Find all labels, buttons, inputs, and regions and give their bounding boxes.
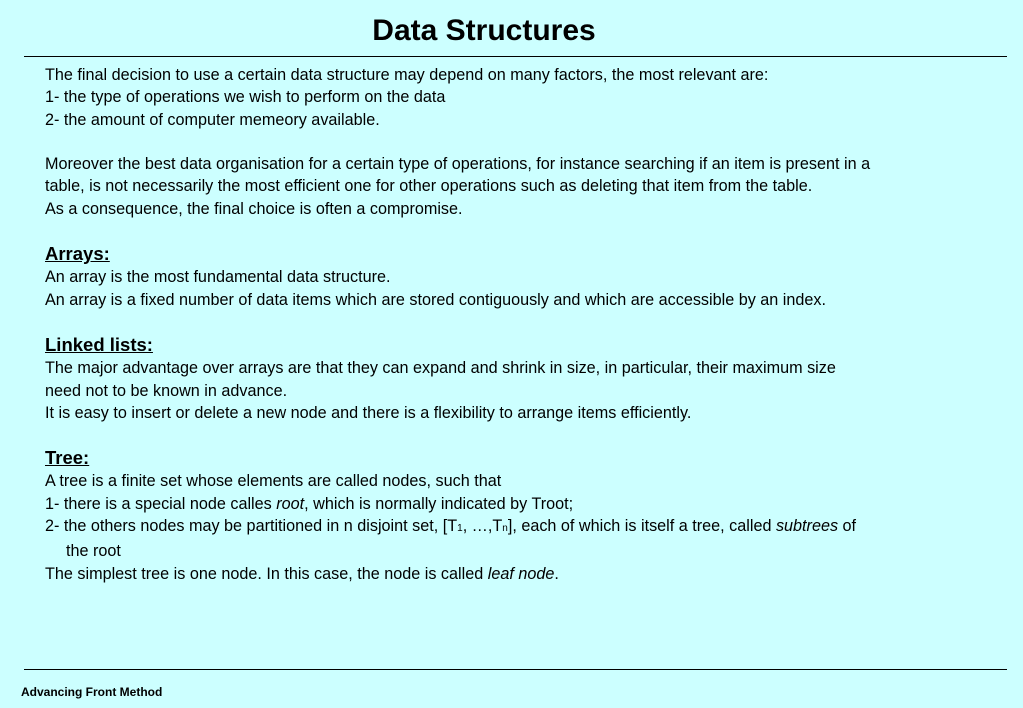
spacer bbox=[45, 220, 995, 242]
subscript: 1 bbox=[457, 523, 463, 535]
tree-line bbox=[45, 563, 995, 585]
tree-text: The simplest tree is one node. In this case, the node is called bbox=[45, 564, 488, 583]
arrays-line: An array is a fixed number of data items which are stored contiguously and which are accessible by an index. bbox=[45, 290, 827, 309]
spacer bbox=[45, 131, 995, 153]
spacer bbox=[45, 424, 995, 446]
tree-text: , which is normally indicated by Troot; bbox=[304, 494, 574, 513]
leaf-node-term: leaf node bbox=[487, 564, 555, 583]
intro-line: Moreover the best data organisation for a certain type of operations, for instance searching if an item is present in a bbox=[45, 155, 871, 174]
intro-line: 2- the amount of computer memeory available. bbox=[45, 110, 380, 129]
tree-line: the root bbox=[66, 542, 121, 561]
page-title: Data Structures bbox=[372, 14, 596, 47]
intro-line: 1- the type of operations we wish to perform on the data bbox=[45, 88, 446, 107]
intro-line: The final decision to use a certain data structure may depend on many factors, the most relevant are: bbox=[45, 66, 769, 84]
top-divider bbox=[24, 56, 1007, 57]
footer-text: Advancing Front Method bbox=[21, 685, 163, 699]
tree-heading: Tree: bbox=[45, 447, 90, 469]
subscript: n bbox=[502, 523, 508, 535]
tree-text: . bbox=[554, 564, 559, 583]
tree-text: of bbox=[838, 517, 857, 536]
tree-text: 2- the others nodes may be partitioned in n disjoint set, [T bbox=[45, 517, 458, 536]
tree-text: , …,T bbox=[462, 517, 503, 536]
tree-line bbox=[45, 493, 995, 515]
tree-line: A tree is a finite set whose elements are called nodes, such that bbox=[45, 472, 502, 491]
subtrees-term: subtrees bbox=[775, 517, 839, 536]
intro-line: As a consequence, the final choice is often a compromise. bbox=[45, 199, 463, 218]
intro-line: table, is not necessarily the most efficient one for other operations such as deleting that item from the table. bbox=[45, 177, 813, 196]
tree-text: ], each of which is itself a tree, called bbox=[507, 517, 776, 536]
arrays-heading: Arrays: bbox=[45, 243, 110, 265]
bottom-divider bbox=[24, 669, 1007, 670]
root-term: root bbox=[276, 494, 305, 513]
linked-lists-line: need not to be known in advance. bbox=[45, 381, 288, 400]
tree-line bbox=[45, 515, 995, 540]
linked-lists-line: The major advantage over arrays are that they can expand and shrink in size, in particular, their maximum size bbox=[45, 359, 836, 378]
spacer bbox=[45, 311, 995, 333]
arrays-line: An array is the most fundamental data structure. bbox=[45, 268, 391, 287]
linked-lists-heading: Linked lists: bbox=[45, 334, 153, 356]
slide-body bbox=[45, 64, 995, 585]
tree-text: 1- there is a special node calles bbox=[45, 494, 277, 513]
linked-lists-line: It is easy to insert or delete a new node and there is a flexibility to arrange items efficiently. bbox=[45, 403, 692, 422]
